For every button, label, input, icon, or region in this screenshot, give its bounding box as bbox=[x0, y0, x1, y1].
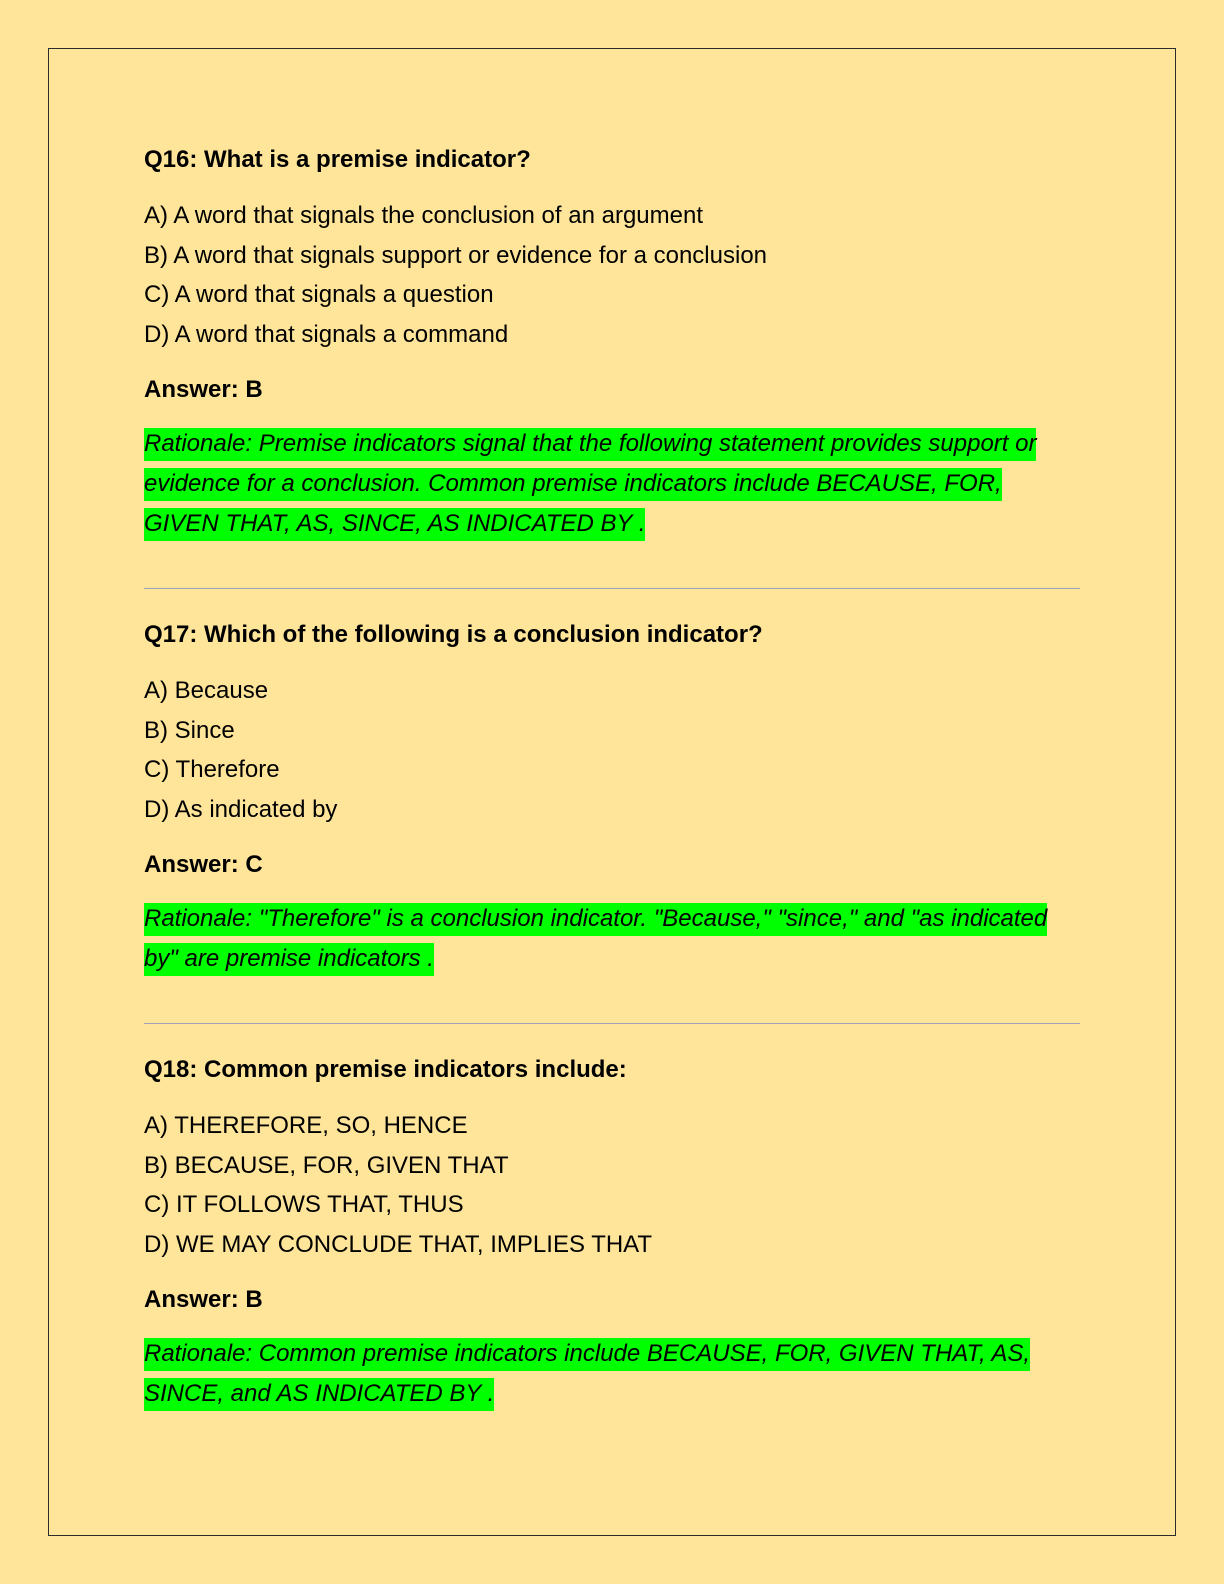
option-b: B) Since bbox=[144, 716, 235, 744]
section-divider bbox=[144, 1023, 1080, 1024]
rationale-highlight: Rationale: Premise indicators signal that the following statement provides support or evidence for a conclusion. Common premise indicators include BECAUSE, FOR, GIVEN THAT, AS, SINCE, AS INDICATED BY . bbox=[144, 428, 1036, 541]
rationale-highlight: Rationale: Common premise indicators include BECAUSE, FOR, GIVEN THAT, AS, SINCE, and AS INDICATED BY . bbox=[144, 1338, 1030, 1411]
question-block-q17 bbox=[144, 617, 1080, 979]
option-d: D) As indicated by bbox=[144, 795, 338, 823]
option-c: C) Therefore bbox=[144, 756, 280, 783]
option-b: B) A word that signals support or evidence for a conclusion bbox=[144, 241, 768, 269]
question-block-q16 bbox=[144, 142, 1080, 544]
option-a: A) THEREFORE, SO, HENCE bbox=[144, 1112, 468, 1139]
question-title: Q17: Which of the following is a conclusion indicator? bbox=[144, 621, 763, 648]
option-d: D) A word that signals a command bbox=[144, 320, 509, 348]
option-list bbox=[144, 196, 1080, 354]
rationale-highlight: Rationale: "Therefore" is a conclusion indicator. "Because," "since," and "as indicated by" are premise indicators . bbox=[144, 903, 1047, 976]
document-content bbox=[144, 142, 1080, 1414]
option-c: C) IT FOLLOWS THAT, THUS bbox=[144, 1191, 464, 1218]
rationale-text bbox=[144, 1334, 1080, 1414]
option-a: A) Because bbox=[144, 677, 269, 704]
option-d: D) WE MAY CONCLUDE THAT, IMPLIES THAT bbox=[144, 1230, 653, 1258]
option-a: A) A word that signals the conclusion of an argument bbox=[144, 202, 703, 229]
option-list bbox=[144, 671, 1080, 829]
option-list bbox=[144, 1106, 1080, 1264]
section-divider bbox=[144, 588, 1080, 589]
answer-line: Answer: C bbox=[144, 851, 263, 878]
answer-line: Answer: B bbox=[144, 376, 263, 403]
option-b: B) BECAUSE, FOR, GIVEN THAT bbox=[144, 1151, 509, 1179]
question-title: Q16: What is a premise indicator? bbox=[144, 146, 531, 173]
question-title: Q18: Common premise indicators include: bbox=[144, 1056, 627, 1083]
rationale-text bbox=[144, 424, 1080, 544]
answer-line: Answer: B bbox=[144, 1286, 263, 1313]
option-c: C) A word that signals a question bbox=[144, 281, 494, 308]
question-block-q18 bbox=[144, 1052, 1080, 1414]
rationale-text bbox=[144, 899, 1080, 979]
